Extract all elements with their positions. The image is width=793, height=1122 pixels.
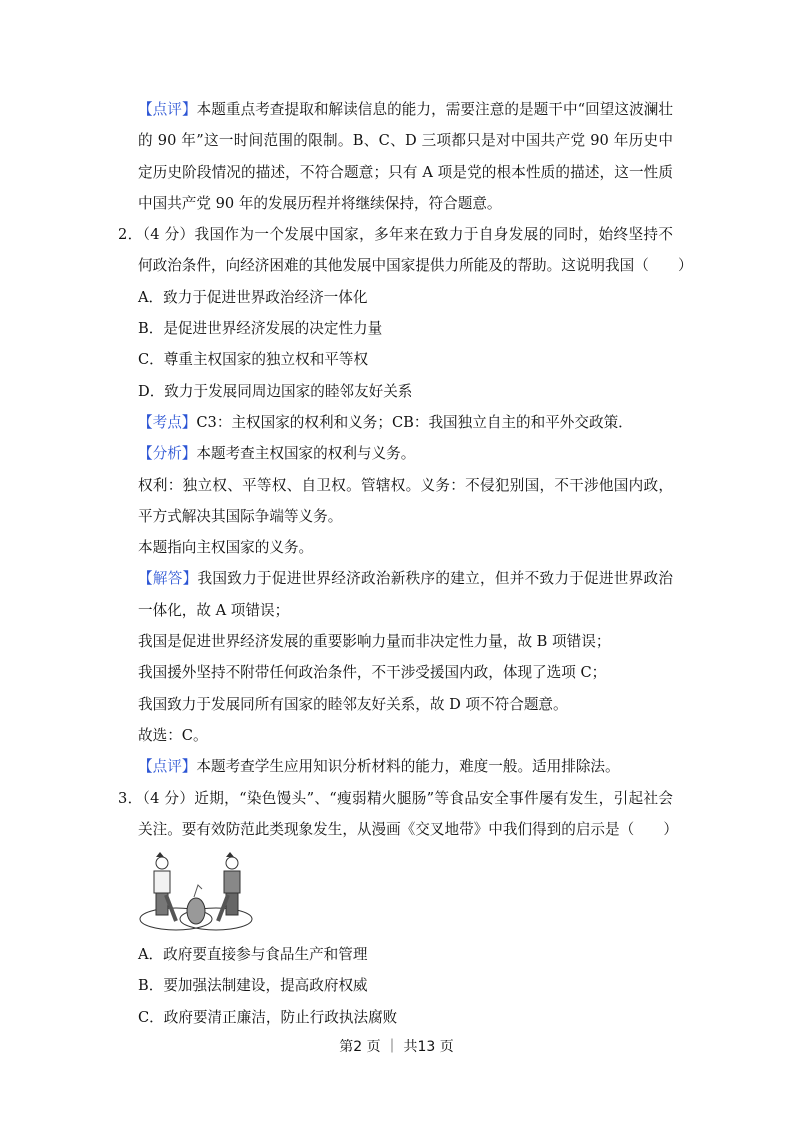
text-line: [118, 470, 673, 501]
section-tag: 【分析】: [138, 445, 197, 463]
line-text: C3：主权国家的权利和义务；CB：我国独立自主的和平外交政策．: [196, 413, 633, 431]
cartoon-crossing-zone-image: [138, 849, 254, 933]
text-line: [118, 720, 673, 751]
line-text: 的 90 年”这一时间范围的限制。B、C、D 三项都只是对中国共产党 90 年历史中: [138, 132, 673, 150]
text-line: [118, 595, 673, 626]
text-line: [118, 438, 673, 469]
line-text: 本题考查学生应用知识分析材料的能力，难度一般。适用排除法。: [196, 758, 620, 776]
line-text: 2．（4 分）我国作为一个发展中国家，多年来在致力于自身发展的同时，始终坚持不: [118, 226, 673, 244]
line-text: 我国致力于促进世界经济政治新秩序的建立，但并不致力于促进世界政治: [197, 570, 673, 588]
page-footer: 第2 页 ｜ 共13 页: [339, 1039, 454, 1055]
text-line: [118, 407, 673, 438]
line-text: 权利：独立权、平等权、自卫权。管辖权。义务：不侵犯别国，不干涉他国内政，: [138, 476, 673, 494]
answer-option: B．要加强法制建设，提高政府权威: [138, 977, 368, 995]
section-tag: 【考点】: [138, 413, 197, 431]
text-line: [118, 219, 673, 250]
text-line: [118, 376, 673, 407]
section-tag: 【点评】: [138, 758, 197, 776]
line-text: B．是促进世界经济发展的决定性力量: [138, 320, 383, 338]
text-line: [118, 94, 673, 125]
document-body: [118, 94, 693, 1033]
text-line: [118, 250, 693, 281]
text-line: [118, 501, 673, 532]
line-text: D．致力于发展同周边国家的睦邻友好关系: [138, 382, 413, 400]
line-text: 我国致力于发展同所有国家的睦邻友好关系，故 D 项不符合题意。: [138, 695, 568, 713]
answer-option: A．政府要直接参与食品生产和管理: [138, 946, 368, 964]
line-text: 故选：C。: [138, 726, 208, 744]
text-line: [118, 689, 673, 720]
section-tag: 【解答】: [138, 570, 198, 588]
section-tag: 【点评】: [138, 101, 197, 118]
text-line: [118, 657, 673, 688]
line-text: 何政治条件，向经济困难的其他发展中国家提供力所能及的帮助。这说明我国（ ）: [138, 257, 693, 275]
text-line: [118, 157, 673, 188]
line-text: 我国援外坚持不附带任何政治条件，不干涉受援国内政，体现了选项 C；: [138, 664, 607, 682]
text-line: [118, 125, 673, 156]
text-line: [118, 313, 673, 344]
text-line: [118, 532, 673, 563]
text-line: [118, 783, 673, 814]
line-text: 本题重点考查提取和解读信息的能力，需要注意的是题干中“回望这波澜壮: [196, 101, 673, 118]
text-line: [118, 751, 673, 782]
text-line: [118, 814, 678, 845]
line-text: 一体化，故 A 项错误；: [138, 601, 290, 619]
answer-option: C．政府要清正廉洁，防止行政执法腐败: [138, 1008, 398, 1026]
line-text: 我国是促进世界经济发展的重要影响力量而非决定性力量，故 B 项错误；: [138, 633, 611, 651]
line-text: A．致力于促进世界政治经济一体化: [138, 288, 368, 306]
line-text: 3．（4 分）近期，“染色馒头”、“瘦弱精火腿肠”等食品安全事件屡有发生，引起社会: [118, 789, 673, 807]
line-text: 关注。要有效防范此类现象发生，从漫画《交叉地带》中我们得到的启示是（ ）: [138, 820, 678, 838]
line-text: C．尊重主权国家的独立权和平等权: [138, 351, 369, 369]
line-text: 本题指向主权国家的义务。: [138, 539, 314, 557]
text-line: [118, 282, 673, 313]
text-line: [118, 344, 673, 375]
line-text: 本题考查主权国家的权利与义务。: [196, 445, 416, 463]
text-line: [118, 626, 673, 657]
text-line: [118, 188, 673, 219]
text-line: [118, 563, 673, 594]
line-text: 平方式解决其国际争端等义务。: [138, 507, 343, 525]
line-text: 中国共产党 90 年的发展历程并将继续保持，符合题意。: [138, 194, 502, 212]
line-text: 定历史阶段情况的描述，不符合题意；只有 A 项是党的根本性质的描述，这一性质: [138, 163, 673, 181]
